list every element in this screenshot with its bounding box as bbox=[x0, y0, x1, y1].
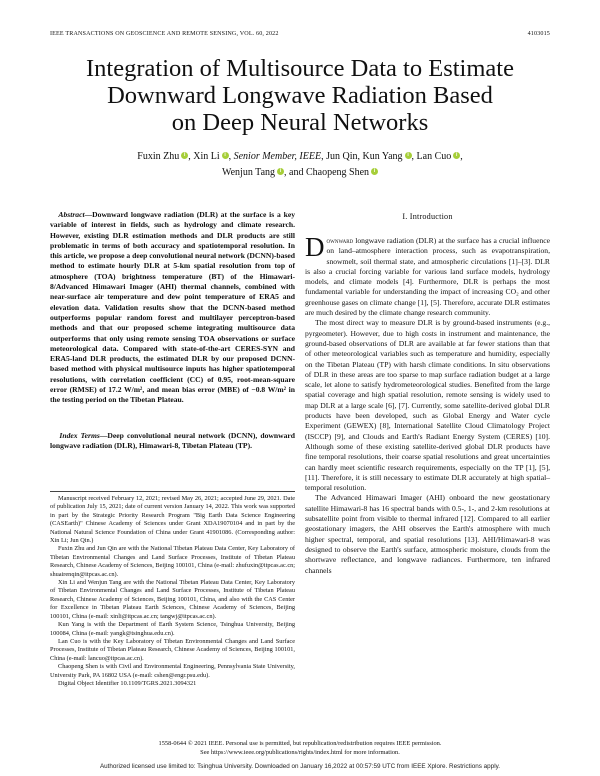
footnote-manuscript: Manuscript received February 12, 2021; revised May 26, 2021; accepted June 29, 2021. Date of publication July 15, 2021; date of current version January 14, 2022. This work was supported in part by the Strategic Priority Research Program "Big Earth Data Science Engineering (CASEarth)" Chinese Academy of Sciences under Grant XDA19070104 and in part by the National Natural Science Foundation of China under Grant 41901086. (Corresponding author: Xin Li; Jun Qin.) bbox=[50, 495, 295, 545]
orcid-icon[interactable]: i bbox=[222, 152, 229, 159]
page-number: 4103015 bbox=[527, 31, 550, 37]
intro-paragraph-2: The most direct way to measure DLR is by ground-based instruments (e.g., pyrgeometer). However, due to high costs in instrument and maintenance, the ground-based observations of DLR are available at far fewer stations than that of other meteorological variables such as temperature and humidity, especially on the Tibetan Plateau (TP) with harsh climate conditions. In situ observations of DLR in these areas are too sparse to map surface radiation budget at a large scale, let alone to satisfy hydrometeorological studies. Benefited from the large spatial coverage and high spatial resolution, remote sensing is widely used to map DLR at a large scale [6], [7]. Currently, some satellite-derived global DLR products have been developed, such as Global Energy and Water cycle Experiment (GEWEX) [8], International Satellite Cloud Climatology Project (ISCCP) [9], and Clouds and Earth's Radiant Energy System (CERES) [10]. Although some of these existing satellite-derived global DLR products have fine temporal resolutions, their coarse spatial resolutions and great uncertainties can hardly meet scientific research requirements, especially on the TP [1], [5], [11]. Therefore, it is still necessary to estimate DLR accurately at high spatial–temporal resolution. bbox=[305, 318, 550, 493]
author-name: Lan Cuo bbox=[416, 151, 452, 162]
copyright-line-1: 1558-0644 © 2021 IEEE. Personal use is permitted, but republication/redistribution requires IEEE permission. bbox=[158, 740, 442, 747]
abstract-text: —Downward longwave radiation (DLR) at the surface is a key variable of interest in fields, such as hydrology and climate research. However, existing DLR estimation methods and DLR products are still problematic in terms of both accuracy and spatiotemporal resolution. In this article, we propose a deep convolutional neural network (DCNN)-based method to estimate hourly DLR at 5-km spatial resolution from top of atmosphere (TOA) brightness temperature (BT) of the Himawari-8/Advanced Himawari Imager (AHI) thermal channels, combined with near-surface air temperature and dew point temperature of ERA5 and elevation data. Validation results show that the DCNN-based method outperforms popular random forest and multilayer perceptron-based methods and that our proposed scheme integrating multisource data outperforms that only using remote sensing TOA observations or surface meteorological data. Compared with state-of-the-art CERES-SYN and ERA5-land DLR products, the estimated DLR by our proposed DCNN-based method with physical multisource inputs has higher spatiotemporal resolutions, with correlation coefficient (CC) of 0.95, root-mean-square error (RMSE) of 17.2 W/m², and mean bias error (MBE) of −0.8 W/m² in the testing period on the Tibetan Plateau. bbox=[50, 210, 295, 405]
author-name: Fuxin Zhu bbox=[137, 151, 180, 162]
footnote-doi: Digital Object Identifier 10.1109/TGRS.2021.3094321 bbox=[58, 679, 197, 687]
author-list bbox=[60, 149, 540, 181]
orcid-icon[interactable]: i bbox=[405, 152, 412, 159]
footnote-affiliation: Kun Yang is with the Department of Earth System Science, Tsinghua University, Beijing 100084, China (e-mail: yangk@tsinghua.edu.cn). bbox=[50, 621, 295, 637]
title-line-2: Downward Longwave Radiation Based bbox=[107, 82, 493, 109]
introduction-body bbox=[305, 232, 550, 576]
author-name: Chaopeng Shen bbox=[305, 167, 370, 178]
author-sep: , bbox=[284, 167, 287, 178]
index-terms-label: Index Terms bbox=[59, 431, 100, 440]
author-role: Senior Member, IEEE bbox=[233, 151, 322, 162]
intro-paragraph-1 bbox=[305, 232, 550, 318]
footnote-affiliation: Lan Cuo is with the Key Laboratory of Tibetan Environmental Changes and Land Surface Processes, Institute of Tibetan Plateau Research, Chinese Academy of Sciences, Beijing 100101, China (e-mail: lancuo@itpcas.ac.cn). bbox=[50, 637, 295, 662]
running-header-journal: IEEE TRANSACTIONS ON GEOSCIENCE AND REMOTE SENSING, VOL. 60, 2022 bbox=[50, 31, 279, 37]
intro-small-caps: ownward bbox=[326, 236, 354, 245]
section-heading-introduction: I. Introduction bbox=[402, 212, 453, 221]
paper-title bbox=[0, 55, 600, 136]
author-name: Jun Qin bbox=[326, 151, 358, 162]
orcid-icon[interactable]: i bbox=[181, 152, 188, 159]
author-and: and bbox=[289, 167, 304, 178]
author-name: Wenjun Tang bbox=[221, 167, 276, 178]
author-sep: , bbox=[228, 151, 232, 162]
index-terms-text: —Deep convolutional neural network (DCNN), downward longwave radiation (DLR), Himawari-8, Tibetan Plateau (TP). bbox=[50, 431, 295, 451]
orcid-icon[interactable]: i bbox=[277, 168, 284, 175]
title-line-1: Integration of Multisource Data to Estimate bbox=[86, 55, 514, 82]
orcid-icon[interactable]: i bbox=[371, 168, 378, 175]
author-sep: , bbox=[321, 151, 324, 162]
intro-paragraph-1-text: longwave radiation (DLR) at the surface has a crucial influence on land–atmosphere interaction process, such as evapotranspiration, snowmelt, soil thermal state, and atmospheric circulations [1]–[3]. DLR is also a crucial forcing variable for various land surface models, hydrology models, and climate models [4]. Furthermore, DLR is perhaps the most fundamental variable for understanding the impact of increasing CO₂ and other greenhouse gases on climate change [1], [5]. Therefore, accurate DLR estimates are much desired by the climate change research community. bbox=[305, 236, 550, 318]
footnotes bbox=[50, 495, 295, 688]
author-name: Xin Li bbox=[193, 151, 220, 162]
copyright-notice bbox=[60, 740, 540, 757]
abstract-label: Abstract bbox=[58, 210, 85, 219]
abstract bbox=[50, 210, 295, 406]
footnote-divider bbox=[50, 491, 295, 492]
index-terms bbox=[50, 431, 295, 452]
footnote-affiliation: Xin Li and Wenjun Tang are with the National Tibetan Plateau Data Center, Key Laboratory of Tibetan Environmental Changes and Land Surface Processes, Institute of Tibetan Plateau Research, Chinese Academy of Sciences, Beijing 100101, China, and also with the CAS Center for Excellence in Tibetan Plateau Earth Sciences, Chinese Academy of Sciences, Beijing 100101, China (e-mail: xinli@itpcas.ac.cn; tangwj@itpcas.ac.cn). bbox=[50, 579, 295, 620]
author-sep: , bbox=[411, 151, 415, 162]
footnote-affiliation: Fuxin Zhu and Jun Qin are with the National Tibetan Plateau Data Center, Key Laboratory of Tibetan Environmental Changes and Land Surface Processes, Institute of Tibetan Plateau Research, Chinese Academy of Sciences, Beijing 100101, China (e-mail: zhufuxin@itpcas.ac.cn; shuairenqin@itpcas.ac.cn). bbox=[50, 545, 296, 578]
copyright-line-2: See https://www.ieee.org/publications/rights/index.html for more information. bbox=[200, 748, 400, 756]
author-sep: , bbox=[357, 151, 360, 162]
author-name: Kun Yang bbox=[362, 151, 403, 162]
author-sep: , bbox=[188, 151, 191, 162]
orcid-icon[interactable]: i bbox=[453, 152, 460, 159]
footnote-affiliation: Chaopeng Shen is with Civil and Environmental Engineering, Pennsylvania State University, University Park, PA 16802 USA (e-mail: cshen@engr.psu.edu). bbox=[50, 663, 295, 679]
intro-paragraph-3: The Advanced Himawari Imager (AHI) onboard the new geostationary satellite Himawari-8 has 16 spectral bands with 0.5-, 1-, and 2-km resolutions at subsatellite point from visible to thermal infrared [12]. Compared to all earlier geostationary imagers, the AHI observes the Earth's atmosphere with much higher spectral, temporal, and spatial resolutions [13]. AHI/Himawari-8 was designed to observe the Earth's surface, atmospheric moisture, clouds from the shortwave reflectance, and longwave radiances. Furthermore, ten infrared channels bbox=[305, 493, 550, 575]
title-line-3: on Deep Neural Networks bbox=[171, 109, 429, 136]
drop-cap: D bbox=[305, 232, 325, 262]
authorized-use-notice: Authorized licensed use limited to: Tsinghua University. Downloaded on January 16,2022 at 00:57:59 UTC from IEEE Xplore. Restrictions apply. bbox=[99, 763, 501, 770]
author-sep: , bbox=[460, 151, 463, 162]
